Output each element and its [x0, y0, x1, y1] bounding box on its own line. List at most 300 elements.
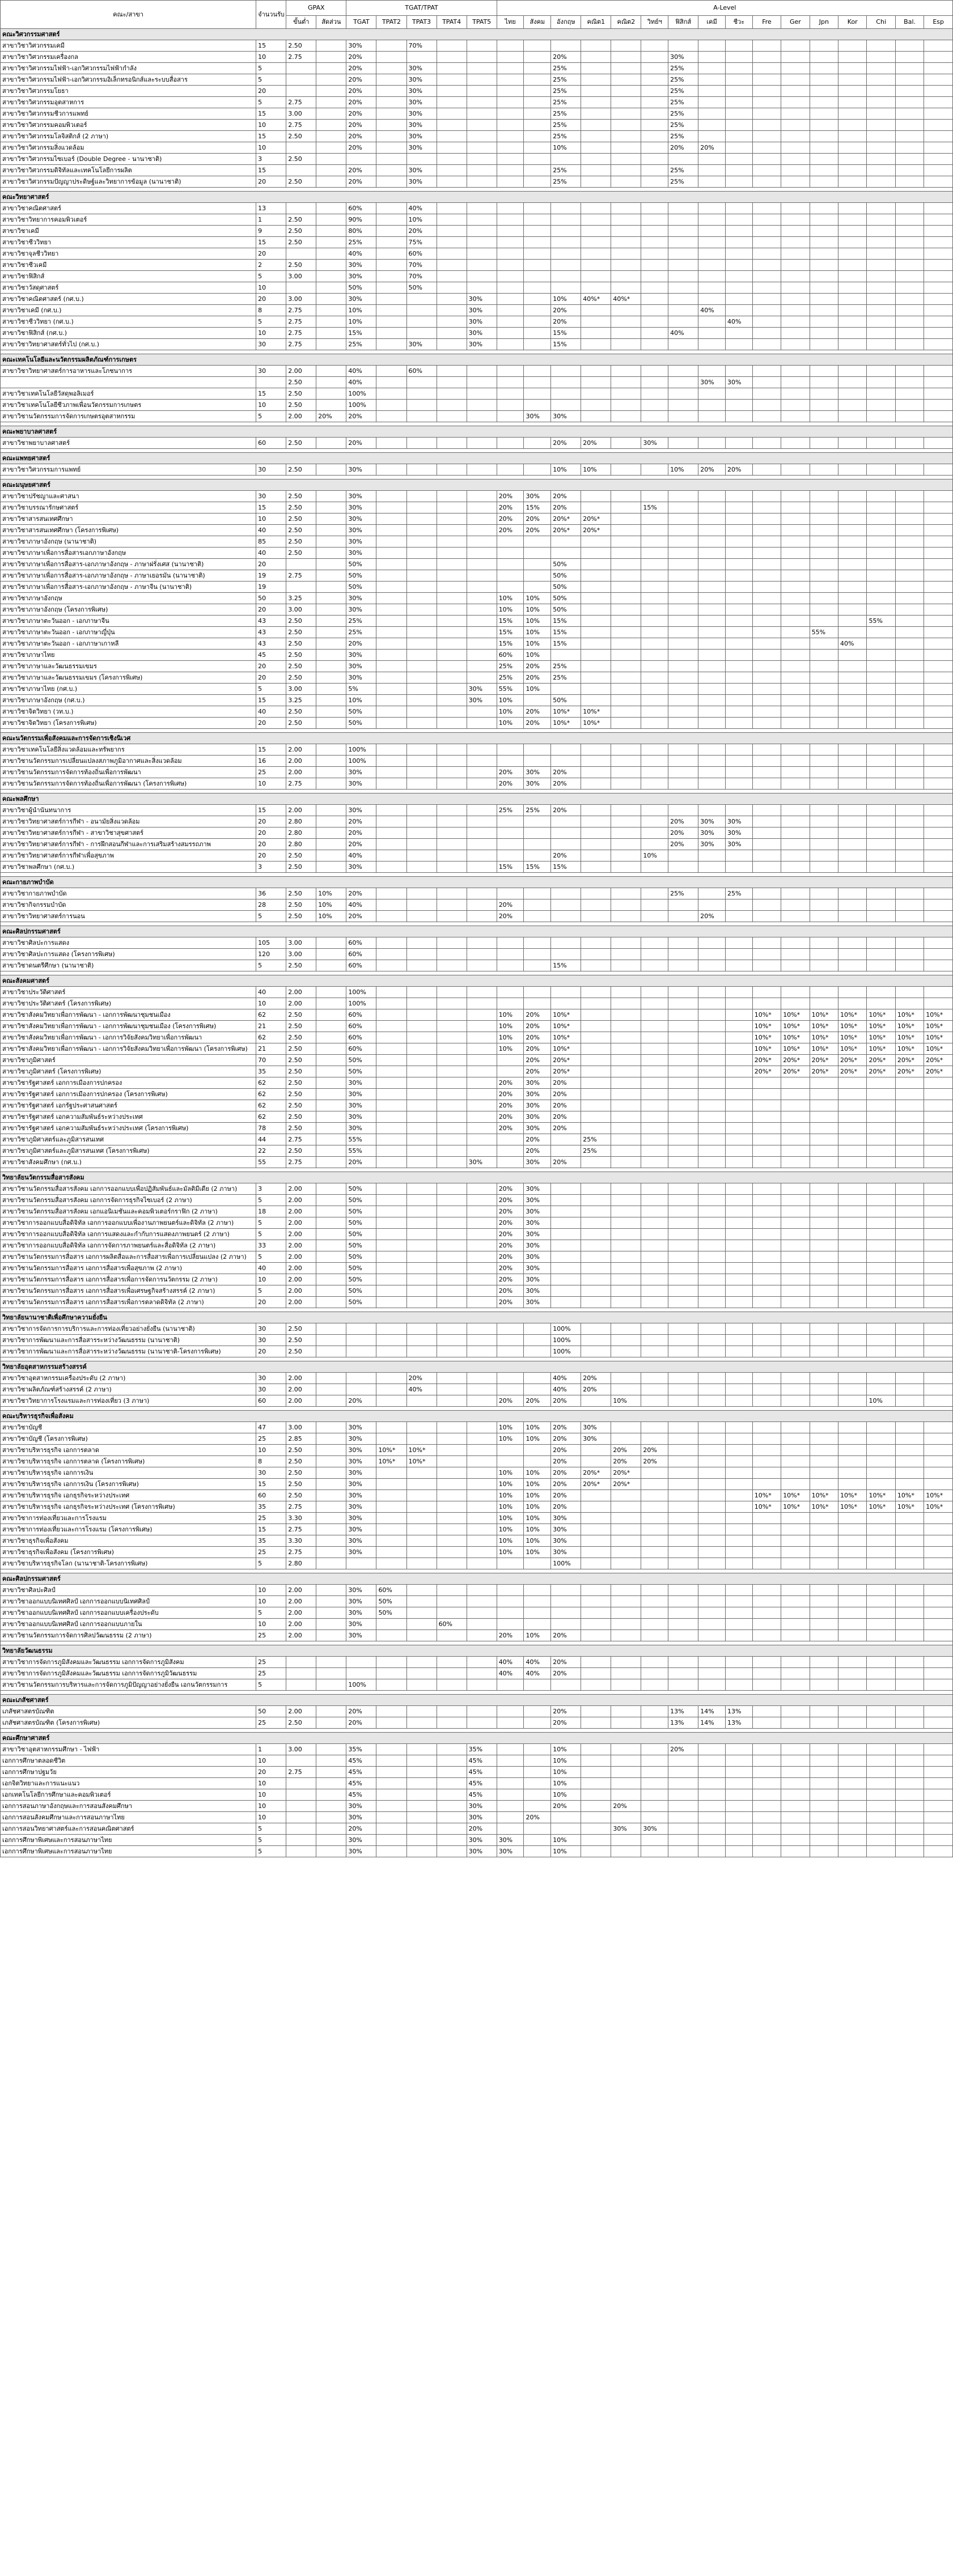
a-level-cell: [641, 1501, 668, 1513]
a-level-cell: [810, 1433, 838, 1445]
program-name: สาขาวิชาวิทยาศาสตร์การอาหารและโภชนาการ: [1, 366, 256, 377]
a-level-cell: [524, 1585, 551, 1596]
a-level-cell: 10%*: [752, 1032, 781, 1043]
a-level-cell: [581, 778, 611, 790]
a-level-cell: [895, 52, 924, 63]
a-level-cell: 20%: [611, 1801, 641, 1812]
a-level-cell: [810, 1077, 838, 1089]
a-level-cell: [524, 86, 551, 97]
table-row: [1, 1134, 953, 1145]
a-level-cell: [726, 294, 753, 305]
gpax-weight-cell: [316, 937, 346, 949]
a-level-cell: [924, 120, 953, 131]
a-level-cell: [752, 86, 781, 97]
a-level-cell: [726, 1229, 753, 1240]
gpax-weight-cell: [316, 1706, 346, 1717]
a-level-cell: [524, 536, 551, 548]
a-level-cell: [524, 1456, 551, 1467]
table-row: [1, 271, 953, 282]
a-level-cell: [668, 899, 698, 911]
tgat-tpat-cell: [467, 1009, 497, 1021]
a-level-cell: 10%: [497, 1043, 524, 1055]
tgat-tpat-cell: 20%: [346, 108, 376, 120]
tgat-tpat-cell: [376, 672, 406, 684]
quota-cell: 5: [256, 411, 286, 422]
a-level-cell: [838, 388, 867, 400]
tgat-tpat-cell: [376, 1111, 406, 1123]
a-level-cell: [726, 1111, 753, 1123]
spacer-cell: [1, 1168, 953, 1172]
faculty-group-title: คณะพยาบาลศาสตร์: [1, 426, 953, 438]
program-name: สาขาวิชาคณิตศาสตร์ (กศ.บ.): [1, 294, 256, 305]
gpax-weight-cell: [316, 97, 346, 108]
gpax-min-cell: [286, 142, 316, 154]
table-row: [1, 260, 953, 271]
a-level-cell: [641, 1089, 668, 1100]
a-level-cell: [752, 1134, 781, 1145]
a-level-cell: [752, 411, 781, 422]
program-name: สาขาวิชาชีวเคมี: [1, 260, 256, 271]
a-level-cell: [867, 1585, 895, 1596]
tgat-tpat-cell: [406, 464, 437, 476]
a-level-cell: [581, 411, 611, 422]
a-level-cell: 10%*: [867, 1501, 895, 1513]
a-level-cell: [810, 1535, 838, 1547]
a-level-cell: [698, 767, 726, 778]
a-level-cell: 10%*: [810, 1021, 838, 1032]
program-name: สาขาวิชาวิศวกรรมไฟฟ้า-เอกวิศวกรรมอิเล็กทรอนิกส์และระบบสื่อสาร: [1, 74, 256, 86]
a-level-cell: [581, 237, 611, 248]
a-level-cell: [781, 1395, 810, 1407]
gpax-min-cell: 3.00: [286, 108, 316, 120]
tgat-tpat-cell: [437, 559, 467, 570]
gpax-weight-cell: [316, 1134, 346, 1145]
a-level-cell: [895, 570, 924, 582]
a-level-cell: [781, 744, 810, 756]
table-row: [1, 718, 953, 729]
gpax-weight-cell: [316, 120, 346, 131]
gpax-min-cell: 2.50: [286, 377, 316, 388]
gpax-weight-cell: [316, 816, 346, 827]
a-level-cell: [895, 1206, 924, 1217]
a-level-cell: [581, 960, 611, 971]
a-level-cell: 20%: [497, 1285, 524, 1297]
a-level-cell: 10%: [497, 1524, 524, 1535]
table-row: [1, 827, 953, 839]
a-level-cell: [924, 593, 953, 604]
table-row: [1, 176, 953, 188]
faculty-group-row: [1, 1645, 953, 1657]
a-level-cell: [752, 960, 781, 971]
table-row: [1, 1547, 953, 1558]
program-name: สาขาวิชานวัตกรรมการสื่อสาร เอกการผลิตสื่อและการสื่อสารเพื่อการเปลี่ยนแปลง (2 ภาษา): [1, 1251, 256, 1263]
header-alevel-col: Kor: [838, 16, 867, 29]
quota-cell: 25: [256, 1433, 286, 1445]
gpax-min-cell: 2.75: [286, 97, 316, 108]
a-level-cell: [497, 108, 524, 120]
a-level-cell: [895, 1240, 924, 1251]
a-level-cell: [781, 40, 810, 52]
a-level-cell: [895, 638, 924, 650]
a-level-cell: [726, 1823, 753, 1835]
a-level-cell: [924, 1384, 953, 1395]
tgat-tpat-cell: [406, 1335, 437, 1346]
a-level-cell: [698, 650, 726, 661]
a-level-cell: [581, 1297, 611, 1308]
a-level-cell: [611, 805, 641, 816]
a-level-cell: [698, 74, 726, 86]
a-level-cell: [551, 888, 581, 899]
a-level-cell: [668, 1657, 698, 1668]
a-level-cell: [641, 1801, 668, 1812]
tgat-tpat-cell: 50%: [346, 282, 376, 294]
a-level-cell: [752, 1445, 781, 1456]
gpax-weight-cell: [316, 237, 346, 248]
a-level-cell: [668, 1668, 698, 1679]
program-name: สาขาวิชาการท่องเที่ยวและการโรงแรม (โครงการพิเศษ): [1, 1524, 256, 1535]
spacer-cell: [1, 1308, 953, 1312]
quota-cell: 10: [256, 1801, 286, 1812]
a-level-cell: [810, 226, 838, 237]
tgat-tpat-cell: [406, 1801, 437, 1812]
a-level-cell: [895, 282, 924, 294]
a-level-cell: 10%: [551, 1835, 581, 1846]
a-level-cell: 20%*: [551, 513, 581, 525]
a-level-cell: [581, 226, 611, 237]
a-level-cell: 10%: [524, 1467, 551, 1479]
a-level-cell: [867, 1123, 895, 1134]
a-level-cell: [524, 377, 551, 388]
a-level-cell: [924, 684, 953, 695]
tgat-tpat-cell: [467, 1630, 497, 1641]
a-level-cell: [698, 899, 726, 911]
a-level-cell: [867, 1596, 895, 1607]
a-level-cell: [838, 1558, 867, 1569]
tgat-tpat-cell: [406, 1657, 437, 1668]
spacer-cell: [1, 1357, 953, 1361]
a-level-cell: 40%: [524, 1657, 551, 1668]
a-level-cell: 20%: [551, 1479, 581, 1490]
a-level-cell: 15%: [551, 616, 581, 627]
a-level-cell: [497, 839, 524, 850]
gpax-min-cell: 2.75: [286, 316, 316, 328]
a-level-cell: [924, 203, 953, 214]
tgat-tpat-cell: [437, 464, 467, 476]
a-level-cell: [752, 1229, 781, 1240]
tgat-tpat-cell: [406, 1077, 437, 1089]
a-level-cell: [838, 131, 867, 142]
a-level-cell: [867, 203, 895, 214]
a-level-cell: [781, 1346, 810, 1357]
tgat-tpat-cell: [467, 1285, 497, 1297]
tgat-tpat-cell: [467, 1077, 497, 1089]
a-level-cell: [867, 248, 895, 260]
tgat-tpat-cell: [406, 1778, 437, 1789]
tgat-tpat-cell: 20%: [346, 1823, 376, 1835]
tgat-tpat-cell: [346, 1346, 376, 1357]
a-level-cell: [867, 271, 895, 282]
a-level-cell: [810, 1157, 838, 1168]
table-row: [1, 1217, 953, 1229]
a-level-cell: [698, 1217, 726, 1229]
a-level-cell: [867, 1657, 895, 1668]
a-level-cell: [838, 1717, 867, 1729]
a-level-cell: [810, 1251, 838, 1263]
a-level-cell: 20%: [497, 1111, 524, 1123]
quota-cell: 60: [256, 438, 286, 449]
a-level-cell: [752, 1373, 781, 1384]
tgat-tpat-cell: 100%: [346, 756, 376, 767]
tgat-tpat-cell: [437, 1009, 467, 1021]
tgat-tpat-cell: [437, 638, 467, 650]
quota-cell: 47: [256, 1422, 286, 1433]
a-level-cell: [581, 400, 611, 411]
a-level-cell: [895, 1229, 924, 1240]
a-level-cell: [581, 1513, 611, 1524]
a-level-cell: [581, 1619, 611, 1630]
tgat-tpat-cell: 10%: [346, 695, 376, 706]
a-level-cell: 20%: [698, 911, 726, 922]
spacer-cell: [1, 1729, 953, 1733]
a-level-cell: [895, 1755, 924, 1767]
a-level-cell: [895, 1123, 924, 1134]
tgat-tpat-cell: [346, 1335, 376, 1346]
quota-cell: 30: [256, 339, 286, 350]
a-level-cell: [924, 63, 953, 74]
a-level-cell: [752, 593, 781, 604]
gpax-min-cell: 3.00: [286, 604, 316, 616]
a-level-cell: [611, 998, 641, 1009]
a-level-cell: [641, 767, 668, 778]
gpax-min-cell: 2.75: [286, 339, 316, 350]
a-level-cell: [867, 1274, 895, 1285]
a-level-cell: [641, 1123, 668, 1134]
a-level-cell: [752, 294, 781, 305]
a-level-cell: [752, 1717, 781, 1729]
a-level-cell: [698, 684, 726, 695]
a-level-cell: [867, 1346, 895, 1357]
a-level-cell: [810, 120, 838, 131]
a-level-cell: 20%: [524, 1066, 551, 1077]
a-level-cell: [867, 1846, 895, 1857]
a-level-cell: [611, 411, 641, 422]
a-level-cell: [924, 718, 953, 729]
tgat-tpat-cell: [376, 154, 406, 165]
a-level-cell: [551, 1285, 581, 1297]
a-level-cell: [641, 63, 668, 74]
tgat-tpat-cell: 35%: [467, 1744, 497, 1755]
tgat-tpat-cell: [406, 52, 437, 63]
a-level-cell: [924, 1607, 953, 1619]
quota-cell: 5: [256, 1679, 286, 1691]
a-level-cell: [641, 203, 668, 214]
a-level-cell: [497, 816, 524, 827]
a-level-cell: [838, 1206, 867, 1217]
tgat-tpat-cell: [376, 1055, 406, 1066]
a-level-cell: [781, 339, 810, 350]
tgat-tpat-cell: [467, 548, 497, 559]
table-row: [1, 1066, 953, 1077]
a-level-cell: [726, 1195, 753, 1206]
a-level-cell: [810, 1111, 838, 1123]
a-level-cell: [668, 756, 698, 767]
tgat-tpat-cell: [437, 328, 467, 339]
tgat-tpat-cell: [376, 1467, 406, 1479]
a-level-cell: [752, 214, 781, 226]
tgat-tpat-cell: [376, 1630, 406, 1641]
a-level-cell: [895, 827, 924, 839]
gpax-min-cell: 2.75: [286, 1157, 316, 1168]
a-level-cell: 15%: [497, 627, 524, 638]
program-name: สาขาวิชาวิศวกรรมอุตสาหการ: [1, 97, 256, 108]
tgat-tpat-cell: [406, 1490, 437, 1501]
a-level-cell: [895, 672, 924, 684]
tgat-tpat-cell: [406, 1755, 437, 1767]
a-level-cell: [781, 1456, 810, 1467]
gpax-weight-cell: [316, 695, 346, 706]
tgat-tpat-cell: [437, 672, 467, 684]
a-level-cell: [867, 548, 895, 559]
a-level-cell: [867, 1077, 895, 1089]
a-level-cell: 10%*: [781, 1021, 810, 1032]
a-level-cell: [497, 1055, 524, 1066]
a-level-cell: [524, 960, 551, 971]
a-level-cell: [497, 1445, 524, 1456]
a-level-cell: [781, 464, 810, 476]
a-level-cell: [867, 388, 895, 400]
a-level-cell: 10%: [524, 650, 551, 661]
quota-cell: 16: [256, 756, 286, 767]
a-level-cell: [611, 1585, 641, 1596]
a-level-cell: [924, 778, 953, 790]
a-level-cell: [698, 154, 726, 165]
a-level-cell: [611, 1433, 641, 1445]
a-level-cell: [810, 388, 838, 400]
a-level-cell: [781, 1767, 810, 1778]
a-level-cell: [895, 339, 924, 350]
a-level-cell: 100%: [551, 1335, 581, 1346]
a-level-cell: [611, 1619, 641, 1630]
a-level-cell: [668, 1801, 698, 1812]
tgat-tpat-cell: [376, 248, 406, 260]
a-level-cell: [838, 1089, 867, 1100]
a-level-cell: 10%: [551, 1744, 581, 1755]
a-level-cell: [838, 142, 867, 154]
a-level-cell: [641, 684, 668, 695]
faculty-group-row: [1, 877, 953, 888]
a-level-cell: [698, 1251, 726, 1263]
a-level-cell: 30%: [524, 1274, 551, 1285]
a-level-cell: [924, 491, 953, 502]
a-level-cell: [698, 1145, 726, 1157]
a-level-cell: [611, 214, 641, 226]
a-level-cell: [726, 438, 753, 449]
gpax-min-cell: [286, 74, 316, 86]
table-row: [1, 1823, 953, 1835]
a-level-cell: [497, 1778, 524, 1789]
a-level-cell: [752, 1479, 781, 1490]
a-level-cell: [641, 1335, 668, 1346]
a-level-cell: [551, 260, 581, 271]
a-level-cell: [698, 582, 726, 593]
a-level-cell: [924, 1263, 953, 1274]
a-level-cell: [752, 74, 781, 86]
a-level-cell: [867, 744, 895, 756]
a-level-cell: [867, 1285, 895, 1297]
tgat-tpat-cell: 30%: [346, 1513, 376, 1524]
quota-cell: 60: [256, 1490, 286, 1501]
a-level-cell: [810, 1706, 838, 1717]
a-level-cell: [781, 582, 810, 593]
a-level-cell: [726, 1501, 753, 1513]
gpax-min-cell: 2.50: [286, 1323, 316, 1335]
a-level-cell: [668, 400, 698, 411]
a-level-cell: 30%: [726, 827, 753, 839]
tgat-tpat-cell: 30%: [467, 1835, 497, 1846]
a-level-cell: 55%: [810, 627, 838, 638]
tgat-tpat-cell: [467, 40, 497, 52]
a-level-cell: [726, 1251, 753, 1263]
tgat-tpat-cell: 50%: [346, 1206, 376, 1217]
tgat-tpat-cell: 50%: [346, 1297, 376, 1308]
a-level-cell: [524, 74, 551, 86]
tgat-tpat-cell: [437, 165, 467, 176]
tgat-tpat-cell: 90%: [346, 214, 376, 226]
a-level-cell: 10%: [551, 1755, 581, 1767]
header-alevel-col: Chi: [867, 16, 895, 29]
table-row: [1, 672, 953, 684]
quota-cell: 15: [256, 695, 286, 706]
header-quota: จำนวนรับ: [256, 1, 286, 29]
a-level-cell: 20%*: [867, 1066, 895, 1077]
a-level-cell: [668, 1619, 698, 1630]
tgat-tpat-cell: [406, 827, 437, 839]
a-level-cell: [781, 1145, 810, 1157]
program-name: สาขาวิชาปรัชญาและศาสนา: [1, 491, 256, 502]
tgat-tpat-cell: [406, 616, 437, 627]
a-level-cell: [551, 816, 581, 827]
a-level-cell: [641, 271, 668, 282]
a-level-cell: [867, 604, 895, 616]
a-level-cell: [810, 949, 838, 960]
tgat-tpat-cell: 30%: [346, 548, 376, 559]
a-level-cell: [611, 203, 641, 214]
a-level-cell: [641, 548, 668, 559]
a-level-cell: [551, 827, 581, 839]
a-level-cell: [641, 1479, 668, 1490]
a-level-cell: [611, 744, 641, 756]
a-level-cell: [524, 695, 551, 706]
tgat-tpat-cell: [467, 1229, 497, 1240]
faculty-group-row: [1, 453, 953, 464]
table-row: [1, 627, 953, 638]
a-level-cell: [924, 744, 953, 756]
a-level-cell: [810, 888, 838, 899]
a-level-cell: [668, 1263, 698, 1274]
a-level-cell: [726, 805, 753, 816]
a-level-cell: [524, 998, 551, 1009]
a-level-cell: [641, 1263, 668, 1274]
a-level-cell: [726, 1846, 753, 1857]
a-level-cell: [924, 850, 953, 862]
tgat-tpat-cell: [406, 438, 437, 449]
a-level-cell: [611, 1846, 641, 1857]
a-level-cell: [781, 627, 810, 638]
a-level-cell: [698, 998, 726, 1009]
a-level-cell: [867, 1229, 895, 1240]
a-level-cell: 25%: [668, 108, 698, 120]
tgat-tpat-cell: [406, 525, 437, 536]
